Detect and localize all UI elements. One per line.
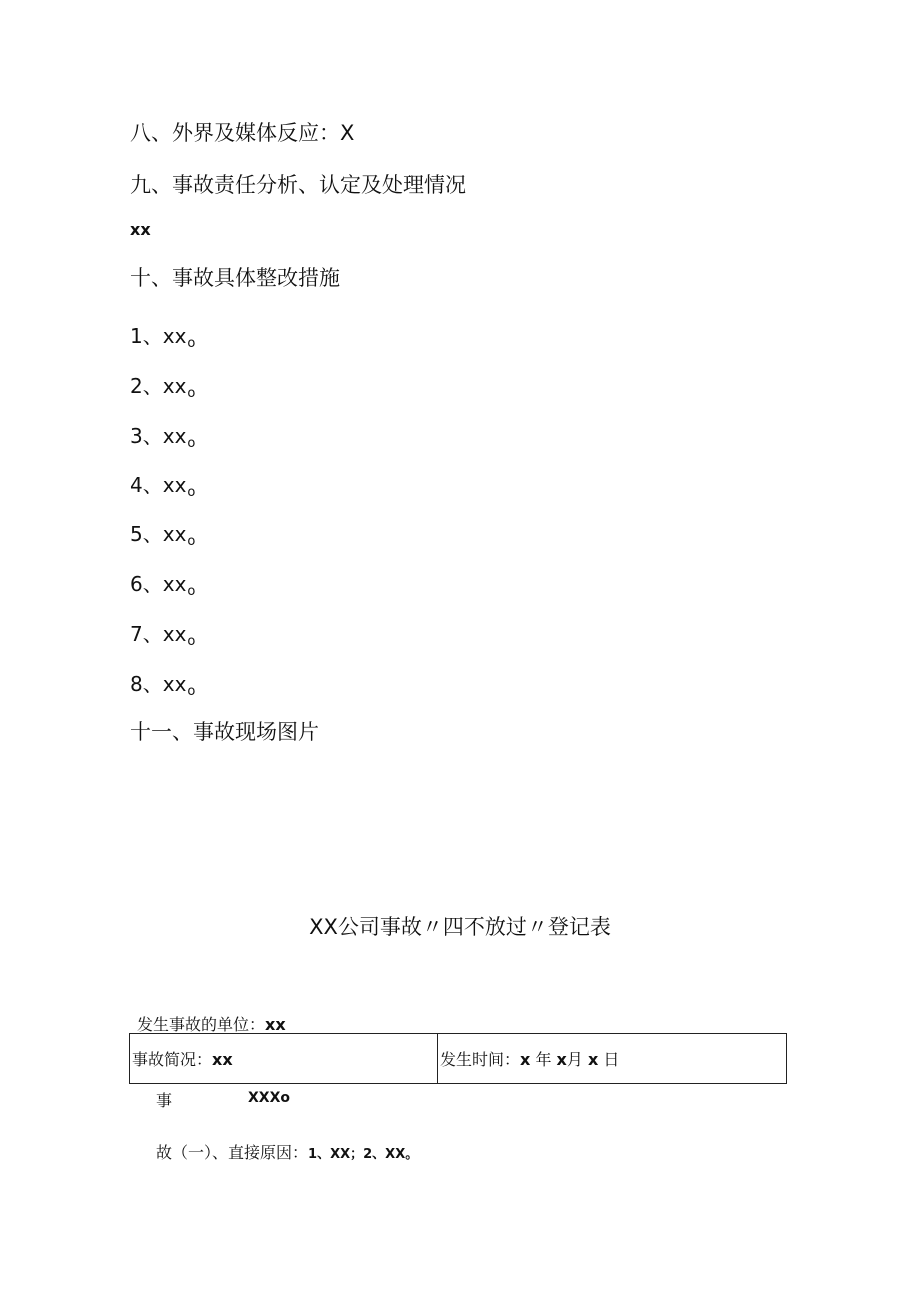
section-eight-heading: 八、外界及媒体反应：X xyxy=(130,121,355,145)
measure-text: xx xyxy=(162,522,187,546)
measure-text: xx xyxy=(162,672,187,696)
summary-value: xx xyxy=(212,1050,233,1069)
summary-cell xyxy=(130,1034,438,1084)
measure-text: xx xyxy=(162,324,187,348)
measure-text: xx xyxy=(162,622,187,646)
time-day: x xyxy=(587,1050,599,1069)
measure-number: 4、 xyxy=(130,473,163,497)
measure-number: 8、 xyxy=(130,672,163,696)
measure-end-mark: o xyxy=(187,684,196,699)
measure-text: xx xyxy=(162,374,187,398)
measure-end-mark: o xyxy=(187,336,196,351)
measure-end-mark: o xyxy=(187,634,196,649)
time-label: 发生时间： xyxy=(440,1050,521,1069)
measure-number: 1、 xyxy=(130,324,163,348)
measure-end-mark: o xyxy=(187,534,196,549)
accident-unit-line xyxy=(137,1012,286,1035)
measure-item xyxy=(130,320,195,351)
direct-cause-label: （一）、直接原因： xyxy=(172,1143,309,1162)
time-day-unit: 日 xyxy=(603,1050,620,1069)
measure-end-mark: o xyxy=(187,436,196,451)
measure-item xyxy=(130,618,195,649)
section-nine-heading: 九、事故责任分析、认定及处理情况 xyxy=(130,173,466,197)
side-label-char-2: 故 xyxy=(156,1143,173,1162)
form-title: XX公司事故〃四不放过〃登记表 xyxy=(309,915,611,939)
measure-text: xx xyxy=(162,572,187,596)
measure-end-mark: o xyxy=(187,386,196,401)
accident-info-table xyxy=(129,1033,787,1084)
measure-number: 6、 xyxy=(130,572,163,596)
measure-item xyxy=(130,568,195,599)
accident-unit-value: xx xyxy=(265,1015,286,1034)
time-cell xyxy=(438,1034,787,1084)
measure-text: xx xyxy=(162,424,187,448)
measure-item xyxy=(130,469,195,500)
time-year-unit: 年 xyxy=(535,1050,552,1069)
measure-number: 2、 xyxy=(130,374,163,398)
measure-number: 3、 xyxy=(130,424,163,448)
measure-item xyxy=(130,420,195,451)
time-month: x xyxy=(556,1050,567,1069)
measure-number: 7、 xyxy=(130,622,163,646)
measure-end-mark: o xyxy=(187,485,196,500)
measure-item xyxy=(130,668,195,699)
accident-reason-value: XXXo xyxy=(248,1090,290,1106)
measure-number: 5、 xyxy=(130,522,163,546)
measure-text: xx xyxy=(162,473,187,497)
measure-end-mark: o xyxy=(187,584,196,599)
time-year: x xyxy=(520,1050,531,1069)
direct-cause-value: 1、XX；2、XX。 xyxy=(308,1147,419,1162)
section-eleven-heading: 十一、事故现场图片 xyxy=(130,720,319,744)
time-month-unit: 月 xyxy=(566,1050,583,1069)
measure-item xyxy=(130,518,195,549)
section-ten-heading: 十、事故具体整改措施 xyxy=(130,266,340,290)
accident-unit-label: 发生事故的单位： xyxy=(137,1015,266,1034)
side-label-char-1: 事 xyxy=(156,1091,173,1110)
direct-cause-line xyxy=(156,1140,418,1163)
table-row xyxy=(130,1034,787,1084)
measure-item xyxy=(130,370,195,401)
section-nine-content: xx xyxy=(130,220,151,239)
summary-label: 事故简况： xyxy=(132,1050,213,1069)
